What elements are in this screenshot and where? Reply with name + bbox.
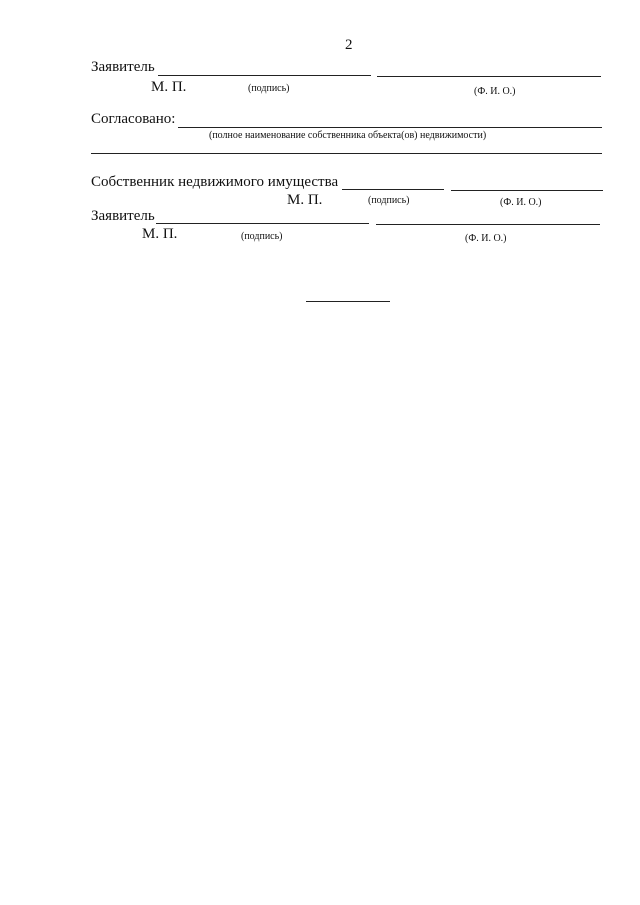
owner-name-line bbox=[178, 127, 602, 128]
applicant-label: Заявитель bbox=[91, 208, 155, 224]
agreed-label: Согласовано: bbox=[91, 111, 176, 127]
owner-name-continuation-line bbox=[91, 153, 602, 154]
owner-label: Собственник недвижимого имущества bbox=[91, 174, 339, 190]
seal-mark: М. П. bbox=[142, 226, 178, 242]
applicant-signature-line bbox=[158, 75, 371, 76]
applicant-label: Заявитель bbox=[91, 59, 155, 75]
seal-mark: М. П. bbox=[287, 192, 323, 208]
signature-caption: (подпись) bbox=[248, 83, 290, 94]
owner-name-caption: (полное наименование собственника объекта(ов) недвижимости) bbox=[209, 130, 487, 141]
applicant-name-line bbox=[376, 224, 600, 225]
applicant-name-line bbox=[377, 76, 601, 77]
signature-caption: (подпись) bbox=[368, 195, 410, 206]
signature-caption: (подпись) bbox=[241, 231, 283, 242]
applicant-signature-line bbox=[156, 223, 369, 224]
name-caption: (Ф. И. О.) bbox=[500, 197, 542, 208]
page-number: 2 bbox=[345, 37, 353, 53]
name-caption: (Ф. И. О.) bbox=[465, 233, 507, 244]
owner-signature-line bbox=[342, 189, 444, 190]
end-separator-line bbox=[306, 301, 390, 302]
seal-mark: М. П. bbox=[151, 79, 187, 95]
name-caption: (Ф. И. О.) bbox=[474, 86, 516, 97]
owner-name-line bbox=[451, 190, 603, 191]
